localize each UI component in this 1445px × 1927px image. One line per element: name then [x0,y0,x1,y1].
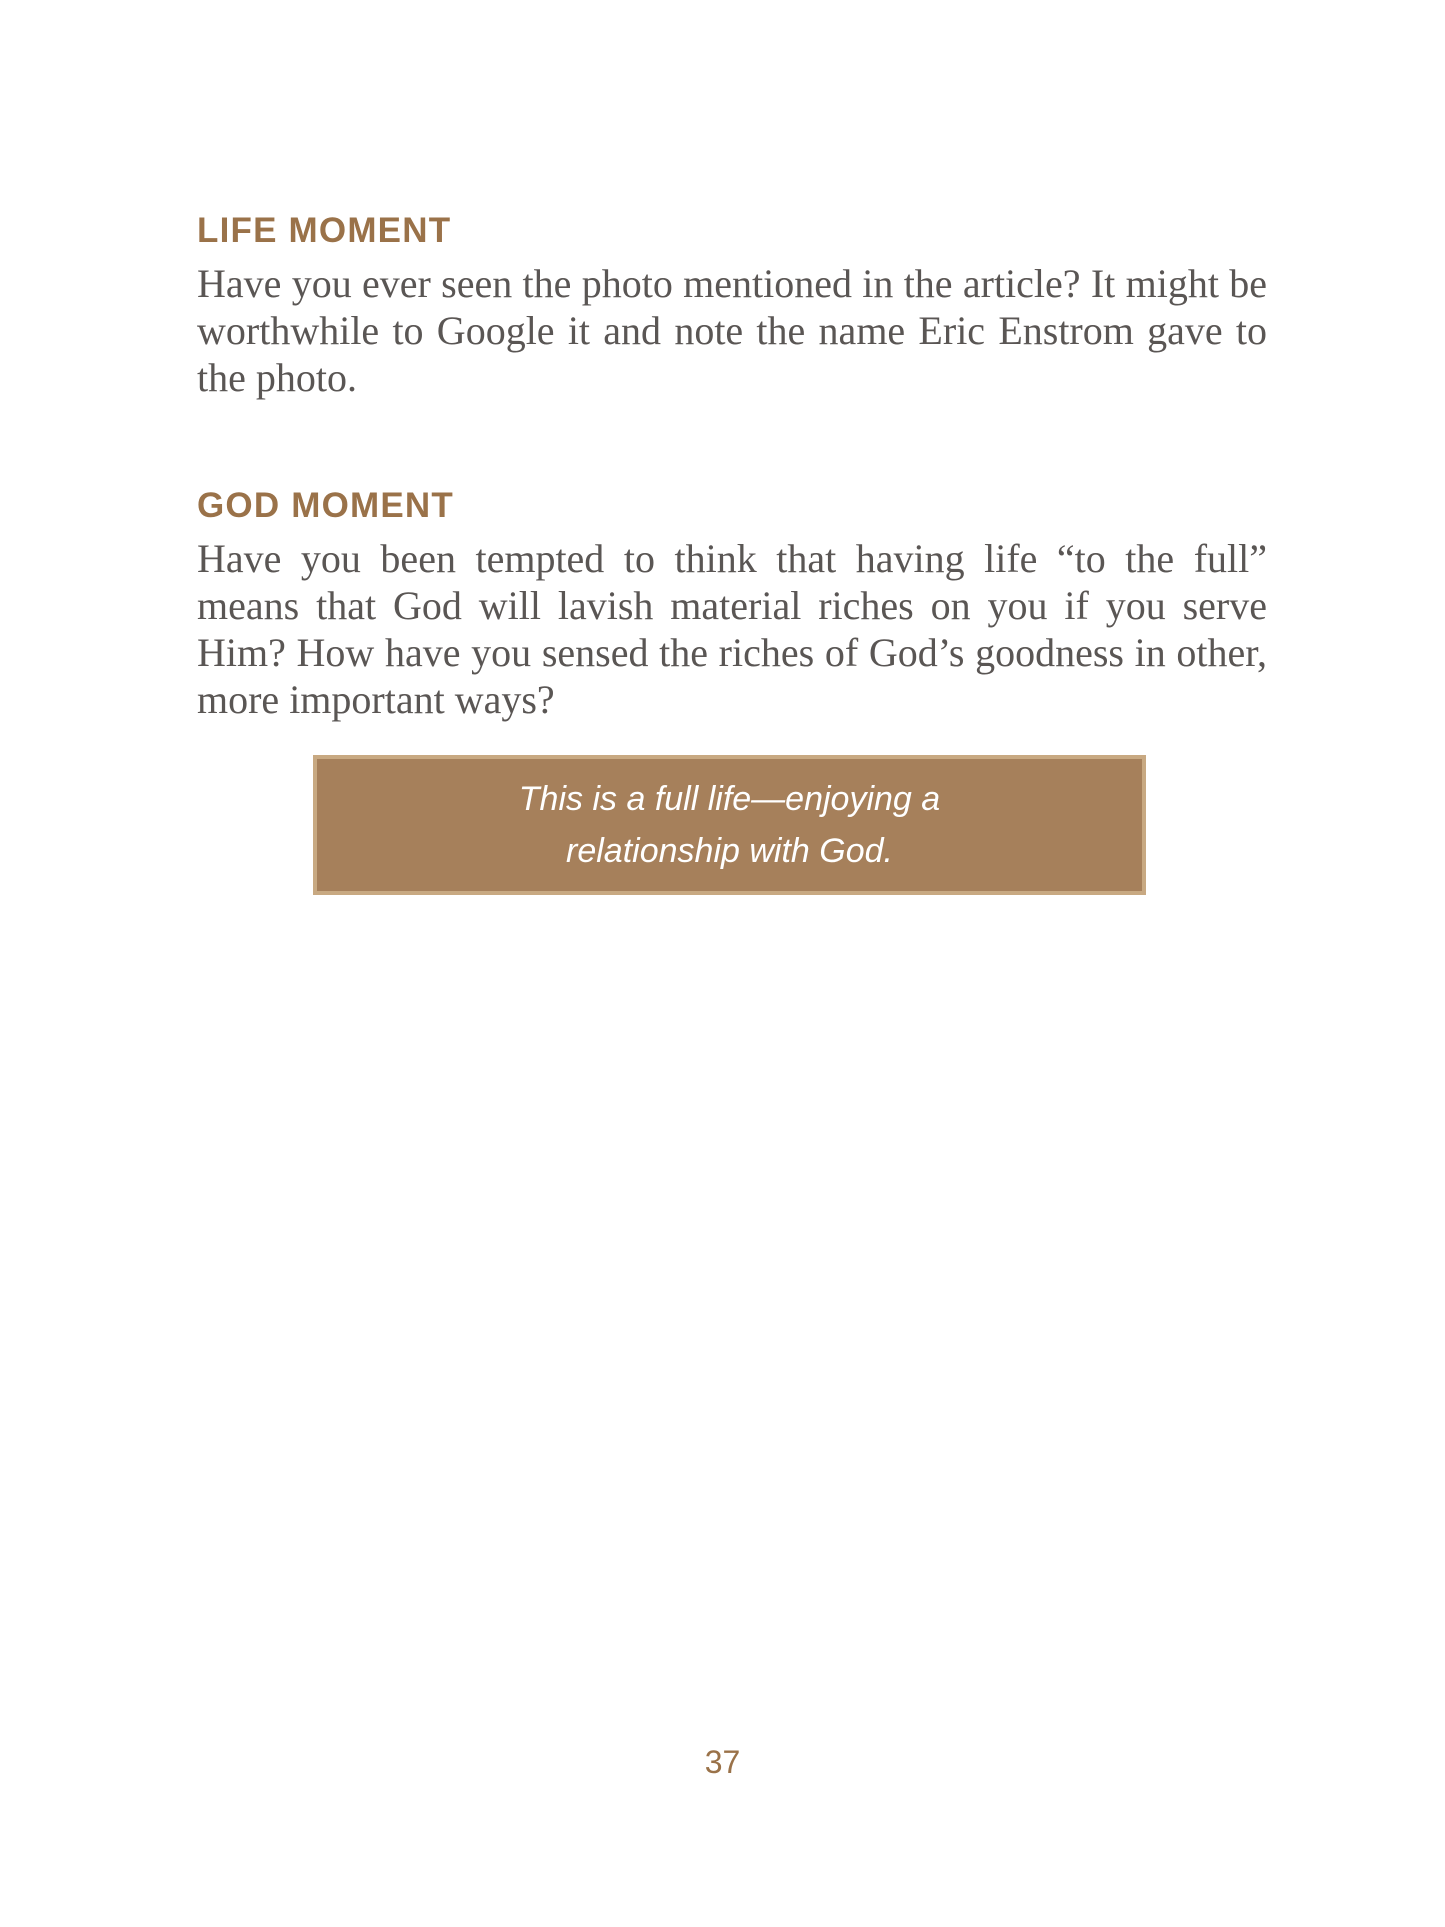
god-moment-heading: GOD MOMENT [197,486,454,525]
life-moment-heading: LIFE MOMENT [197,211,452,250]
callout-quote: This is a full life—enjoying a relationship with God. [518,780,941,870]
god-moment-text: Have you been tempted to think that having life “to the full” means that God will lavish material riches on you if you serve Him? How have you sensed the riches of God’s goodness in other, more important ways? [197,536,1267,722]
callout-box [313,755,1146,895]
god-moment-section [197,485,1267,723]
page-number: 37 [704,1744,741,1780]
life-moment-section [197,210,1267,401]
life-moment-text: Have you ever seen the photo mentioned in the article? It might be worthwhile to Google it and note the name Eric Enstrom gave to the photo. [197,261,1267,400]
